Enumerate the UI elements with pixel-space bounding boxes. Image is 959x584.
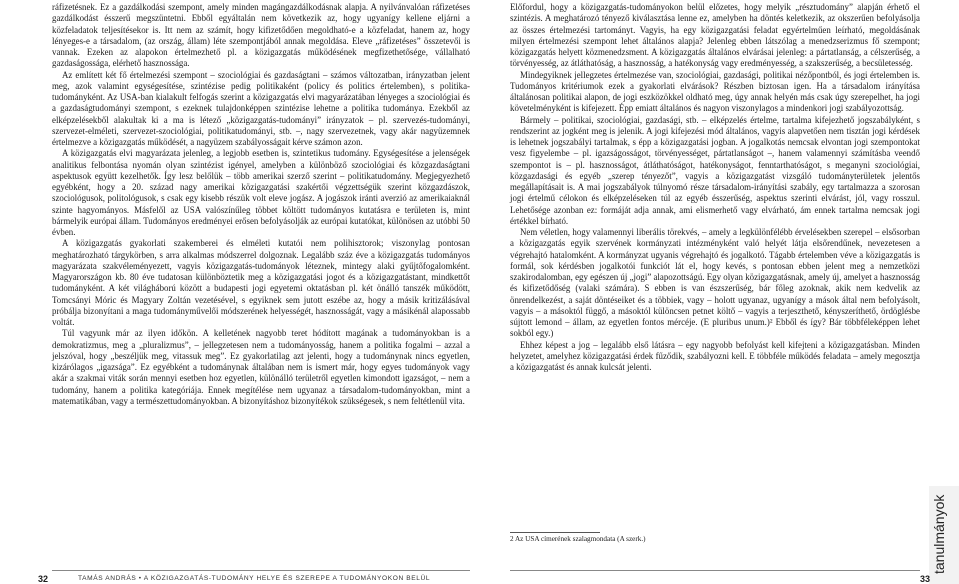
left-text-column (52, 2, 470, 407)
body-paragraph: A közigazgatás elvi magyarázata jelenleg, a legjobb esetben is, szintetikus tudomány. Egységesítése a jelenségek analitikus felbontása nyomán olyan szintézist igényel, amelyben a különböző szociológiai és közgazdaságtani aspektusok együtt kezelhetők. Így lesz belőlük – több amerikai szerző szerint – politikatudomány. Megjegyezhető egyébként, hogy a 20. század nagy amerikai közigazgatási szakértői végzettségük szerint közgazdászok, szociológusok, politológusok, s csak egy kisebb részük volt eleve jogász. A jogászok iránti averzió az amerikaiaknál szinte hagyományos. Másfelől az USA valószínűleg többet költött tudományos kutatásra e területen is, mint bármelyik európai állam. Tudományos eredményei erősen befolyásolják az európai kutatókat, különösen az utóbbi 50 évben. (52, 148, 470, 237)
body-paragraph: Ehhez képest a jog – legalább első látásra – egy nagyobb befolyást kell kifejteni a közigazgatásban. Minden helyzetet, amelyhez közigazgatási érdek fűződik, szabályozni kell. E többféle működés feladata – amely megosztja a közigazgatást és annak kulcsát jelenti. (510, 339, 920, 372)
right-page (480, 0, 959, 584)
body-paragraph: Nem véletlen, hogy valamennyi liberális törekvés, – amely a legkülönfélébb érvelésekben szerepel – elsősorban a közigazgatás egyik szervének kormányzati intézményként való helyét látja elsőrendűnek, nevezetesen a végrehajtó hatalomként. A kormányzat ugyanis végrehajtó és jogalkotó. Tágabb értelemben véve a közigazgatás is formál, sok kérdésben jogalkotói funkciót lát el, hogy kevés, s pontosan ebben jelent meg a nemzetközi szakirodalomban, egy egészen új „jogi” alapozottságú. Egy olyan közigazgatásnak, amely új, amelyet a hasznosság és kifizetődőség (valaki számára). S ebben is van észszerűség, bár főleg azoknak, akik nem kedvelik az önrendelkezést, a saját döntéseiket és a többiek, vagy – holott ugyanaz, ugyanígy a mások által nem befolyásolt, vagyis – a másoktól függő, a másoktól különcsen petnet költő – vagyis a terjeszthető, kényszeríthető, ördöglésbe sújtott lemond – állam, az egyetlen fontos mércéje. (E pluribus unum.)² Ebből és így? Bár többféleképpen lehet sokból egy.) (510, 227, 920, 339)
body-paragraph: Az említett két fő értelmezési szempont – szociológiai és gazdaságtani – számos változatban, irányzatban jelent meg, azok valamint egységesítése, szintézise pedig politikaként (policy és politics értelemben), s politika-tudományként. Az USA-ban kialakult felfogás szerint a közigazgatás elvi magyarázatában lényeges a szociológiai és a gazdaságtudományi szempont, s ezeknek tulajdonképpen szintézise lehetne a politika tudománya. Ezekből az elképzelésekből alakultak ki a ma is létező „közigazgatás-tudományi” irányzatok – pl. szervezés-tudományi, szervezet-elméleti, szervezet-szociológiai, politikatudományi, stb. –, nagy szervezetnek, vagy akár nagyüzemnek értelmezve a közigazgatás működését, a nagyüzem szabályosságait kérve számon azon. (52, 69, 470, 147)
page-number-right: 33 (920, 574, 931, 584)
footer-rule (510, 570, 920, 571)
section-label: tanulmányok (931, 494, 947, 574)
body-paragraph: Előfordul, hogy a közigazgatás-tudományokon belül előzetes, hogy melyik „résztudomány” alapján érhető el szintézis. A meghatározó tényező kiválasztása lenne ez, amelyben ha döntés keletkezik, az okszerűen befolyásolja az összes értelmezési tartományt. Vagyis, ha egy közigazgatási feladat egyértelműen leírható, megoldásának milyen értelmezési szempont lehet általános alapja? Jelenleg ebben látszólag a menedzserizmus fő szempont; közigazgatás helyett közmenedzsment. A közigazgatás általános elvárásai jelenleg: a pártatlanság, a célszerűség, a törvényesség, az átláthatóság, a hasznosság, a hatékonyság vagy eredményesség, a szakszerűség, a becsületesség. (510, 2, 920, 69)
footer-rule (52, 570, 470, 571)
body-paragraph: Bármely – politikai, szociológiai, gazdasági, stb. – elképzelés értelme, tartalma kifejezhető jogszabályként, s rendszerint az jogként meg is jelenik. A jogi kifejezési mód általános, vagyis alapvetően nem tisztán jogi kérdések is lehetnek jogszabályi tartalmak, s épp a közigazgatási jogban. A jogalkotás nemcsak elvontan jogi szempontokat vesz figyelembe – pl. igazságosságot, törvényességet, pártatlanságot –, hanem valamennyi számításba veendő szempontot is – pl. hasznosságot, átláthatóságot, hatékonyságot, fenntarthatóságot, s meganyni szociológiai, közgazdasági és egyéb „szerep tényezőt”, vagyis a közigazgatást vizsgáló tudományterületek jelentős megállapításait is. A mai jogszabályok túlnyomó része társadalom-irányítási szabály, egy tartalmazza a szorosan jogi értelmű célokon és elképzeléseken túl az egyéb ésszerűség, aspektus szerinti elvárást, jól, vagy rosszul. Lehetősége azonban ez: formáját adja annak, ami elismerhető vagy elvárható, ám ennek tartalma nemcsak jogi értékkel bírható. (510, 114, 920, 226)
body-paragraph: Mindegyiknek jellegzetes értelmezése van, szociológiai, gazdasági, politikai nézőpontból, és jogi értelemben is. Tudományos kritériumok ezek a gyakorlati elvárások? Részben biztosan igen. Ha a társadalom irányítása általánosan politikai alapon, de jogi eszközökkel oldható meg, úgy annak helyén más csak úgy szerepelhet, ha jogi követelményként is kifejezett. Épp emiatt általános és nagyon viszonylagos a mindenkori jogi szabályozottság. (510, 69, 920, 114)
right-text-column (510, 2, 920, 373)
running-title: TAMÁS ANDRÁS • A KÖZIGAZGATÁS-TUDOMÁNY HELYE ÉS SZEREPE A TUDOMÁNYOKON BELÜL (78, 575, 431, 582)
body-paragraph: ráfizetésnek. Ez a gazdálkodási szempont, amely minden magángazdálkodásnak alapja. A nyilvánvalóan ráfizetéses gazdálkodást ésszerű megszüntetni. Ebből egyáltalán nem következik az, hogy ugyanígy kellene eljárni a közfeladatok teljesítésekor is. Itt nem az számít, hogy kifizetődően megoldható-e a közfeladat, hanem az, hogy lényeges-e a társadalom, (az ország, állam) léte szempontjából annak megoldása. Eleve „ráfizetéses” összetevői is vannak. Ezeken az alapokon értelmezhető pl. a közigazgatás működésének megfizethetősége, vállalható gazdaságossága, elérhető hasznossága. (52, 2, 470, 69)
body-paragraph: Túl vagyunk már az ilyen időkön. A kelletének nagyobb teret hódított magának a tudományokban is a demokratizmus, meg a „pluralizmus”, – jellegzetesen nem a tudományosság, hanem a politika fogalmi – azzal a jelszóval, hogy „beszéljük meg, vitassuk meg”. Ez gyakorlatilag azt jelenti, hogy a tudománynak nincs egyetlen, kizárólagos „igazsága”. Ez egyébként a tudománynak általában nem is ismert már, hogy egyes tudományok vagy akár a szakmai viták során mennyi esetben hoz egyetlen, különálló területről egyetlen kimondott igazságot, – nem a tudomány, hanem a politika kategóriája. Ennek megítélése nem ugyanaz a társadalom-tudományokban, mint a matematikában, vagy a természettudományokban. A bizonyításhoz bizonyítékok szükségesek, s nem feltétlenül vita. (52, 328, 470, 406)
body-paragraph: A közigazgatás gyakorlati szakemberei és elméleti kutatói nem polihisztorok; viszonylag pontosan meghatározható tárgykörben, s arra alkalmas módszerrel dolgoznak. Legalább száz éve a közigazgatás tudományos magyarázata szakvéleményezett, vagyis közigazgatás-tudományok léteznek, mintegy alaki gyűjtőfogalomként. Magyarországon kb. 80 éve tudatosan különböztetik meg a közigazgatási jogot és a közigazgatástant, mindkettőt tudományként. A két világháború között a budapesti jogi egyetemi oktatásban pl. két önálló tanszék működött, Tomcsányi Móric és Magyary Zoltán vezetésével, s egyiknek sem jutott eszébe az, hogy a másik kritizálásával próbálja bizonyítani a maga tudományművelői módszerének helyességét, hasznosságát, vagy a másikénál alapossabb voltát. (52, 238, 470, 327)
footnote-rule (510, 532, 600, 533)
page-number-left: 32 (38, 574, 49, 584)
footnote: 2 Az USA címerének szalagmondata (A szerk.) (510, 535, 646, 543)
